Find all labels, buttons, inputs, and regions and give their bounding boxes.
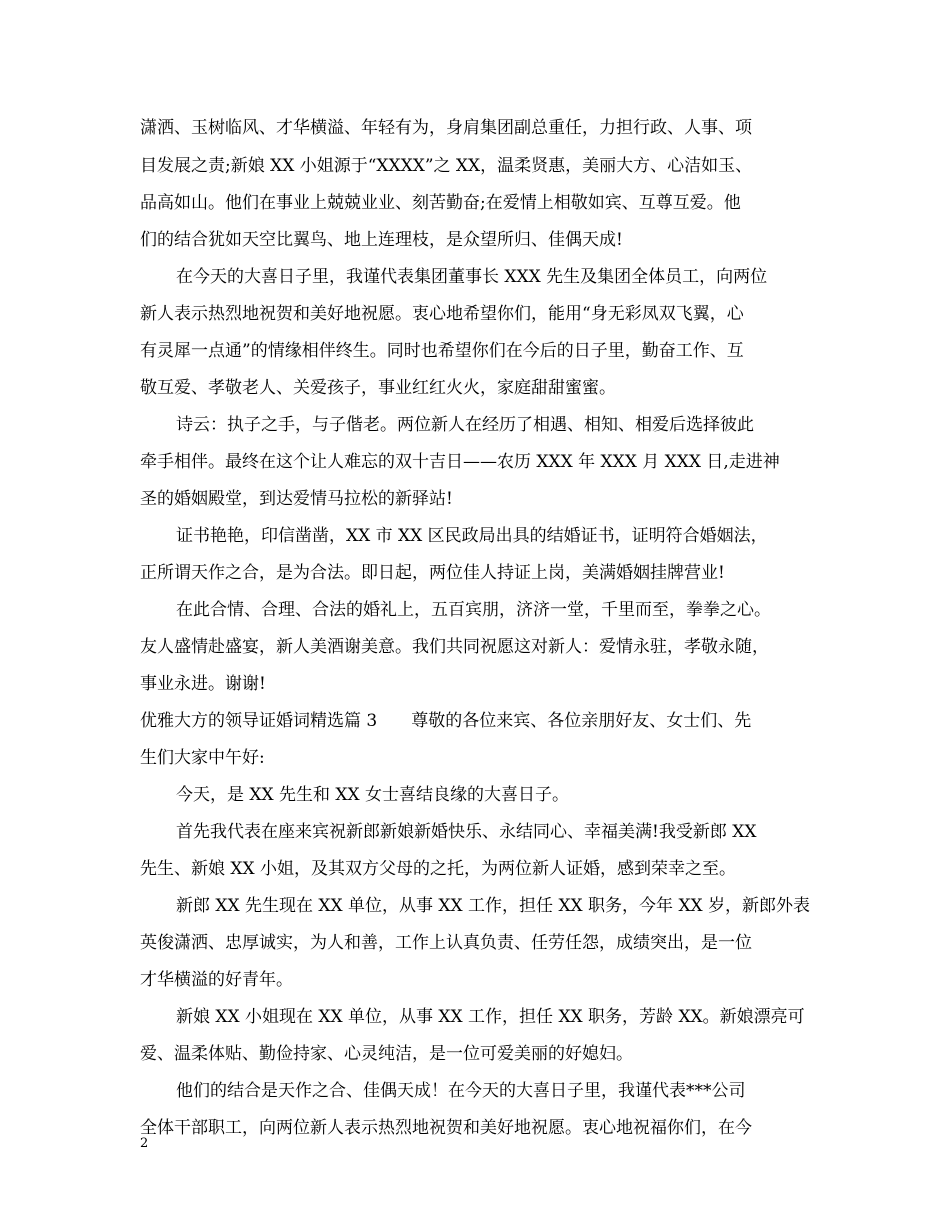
text-line: 事业永进。谢谢! <box>140 674 266 694</box>
text-line: 新人表示热烈地祝贺和美好地祝愿。衷心地希望你们，能用“身无彩凤双飞翼，心 <box>140 304 744 324</box>
page-number: 2 <box>140 1136 149 1151</box>
text-line: 潇洒、玉树临风、才华横溢、年轻有为，身肩集团副总重任，力担行政、人事、项 <box>140 118 752 138</box>
text-line: 证书艳艳，印信凿凿，XX 市 XX 区民政局出具的结婚证书，证明符合婚姻法， <box>176 526 768 546</box>
text-line: 先生、新娘 XX 小姐，及其双方父母的之托，为两位新人证婚，感到荣幸之至。 <box>140 859 737 879</box>
text-line: 圣的婚姻殿堂，到达爱情马拉松的新驿站! <box>140 489 453 509</box>
text-line: 友人盛情赴盛宴，新人美酒谢美意。我们共同祝愿这对新人：爱情永驻，孝敬永随， <box>140 637 769 657</box>
text-line: 在此合情、合理、合法的婚礼上，五百宾朋，济济一堂，千里而至，拳拳之心。 <box>176 600 771 620</box>
text-line: 才华横溢的好青年。 <box>140 970 293 990</box>
text-line: 爱、温柔体贴、勤俭持家、心灵纯洁，是一位可爱美丽的好媳妇。 <box>140 1044 633 1064</box>
text-line: 全体干部职工，向两位新人表示热烈地祝贺和美好地祝愿。衷心地祝福你们，在今 <box>140 1118 752 1138</box>
text-line: 敬互爱、孝敬老人、关爱孩子，事业红红火火，家庭甜甜蜜蜜。 <box>140 378 616 398</box>
text-line: 品高如山。他们在事业上兢兢业业、刻苦勤奋;在爱情上相敬如宾、互尊互爱。他 <box>140 193 741 213</box>
text-line: 今天，是 XX 先生和 XX 女士喜结良缘的大喜日子。 <box>176 785 570 805</box>
text-line: 新娘 XX 小姐现在 XX 单位，从事 XX 工作，担任 XX 职务，芳龄 XX。新娘漂亮可 <box>176 1007 805 1027</box>
text-line: 新郎 XX 先生现在 XX 单位，从事 XX 工作，担任 XX 职务，今年 XX 岁，新郎外表 <box>176 896 811 916</box>
text-line: 目发展之责;新娘 XX 小姐源于“XXXX”之 XX，温柔贤惠，美丽大方、心洁如玉、 <box>140 156 753 176</box>
text-line: 在今天的大喜日子里，我谨代表集团董事长 XXX 先生及集团全体员工，向两位 <box>176 267 768 287</box>
text-line: 牵手相伴。最终在这个让人难忘的双十吉日——农历 XXX 年 XXX 月 XXX 日,走进神 <box>140 452 780 472</box>
text-line: 首先我代表在座来宾祝新郎新娘新婚快乐、永结同心、幸福美满!我受新郎 XX <box>176 822 757 842</box>
section-heading-line: 优雅大方的领导证婚词精选篇 3 尊敬的各位来宾、各位亲朋好友、女士们、先 <box>140 711 752 731</box>
text-line: 英俊潇洒、忠厚诚实，为人和善，工作上认真负责、任劳任怨，成绩突出，是一位 <box>140 933 752 953</box>
text-line: 有灵犀一点通”的情缘相伴终生。同时也希望你们在今后的日子里，勤奋工作、互 <box>140 341 744 361</box>
text-line: 们的结合犹如天空比翼鸟、地上连理枝，是众望所归、佳偶天成! <box>140 230 623 250</box>
text-line: 正所谓天作之合，是为合法。即日起，两位佳人持证上岗，美满婚姻挂牌营业! <box>140 563 725 583</box>
text-line: 他们的结合是天作之合、佳偶天成！在今天的大喜日子里，我谨代表***公司 <box>176 1081 746 1101</box>
text-line: 生们大家中午好: <box>140 748 265 768</box>
text-line: 诗云：执子之手，与子偕老。两位新人在经历了相遇、相知、相爱后选择彼此 <box>176 415 754 435</box>
